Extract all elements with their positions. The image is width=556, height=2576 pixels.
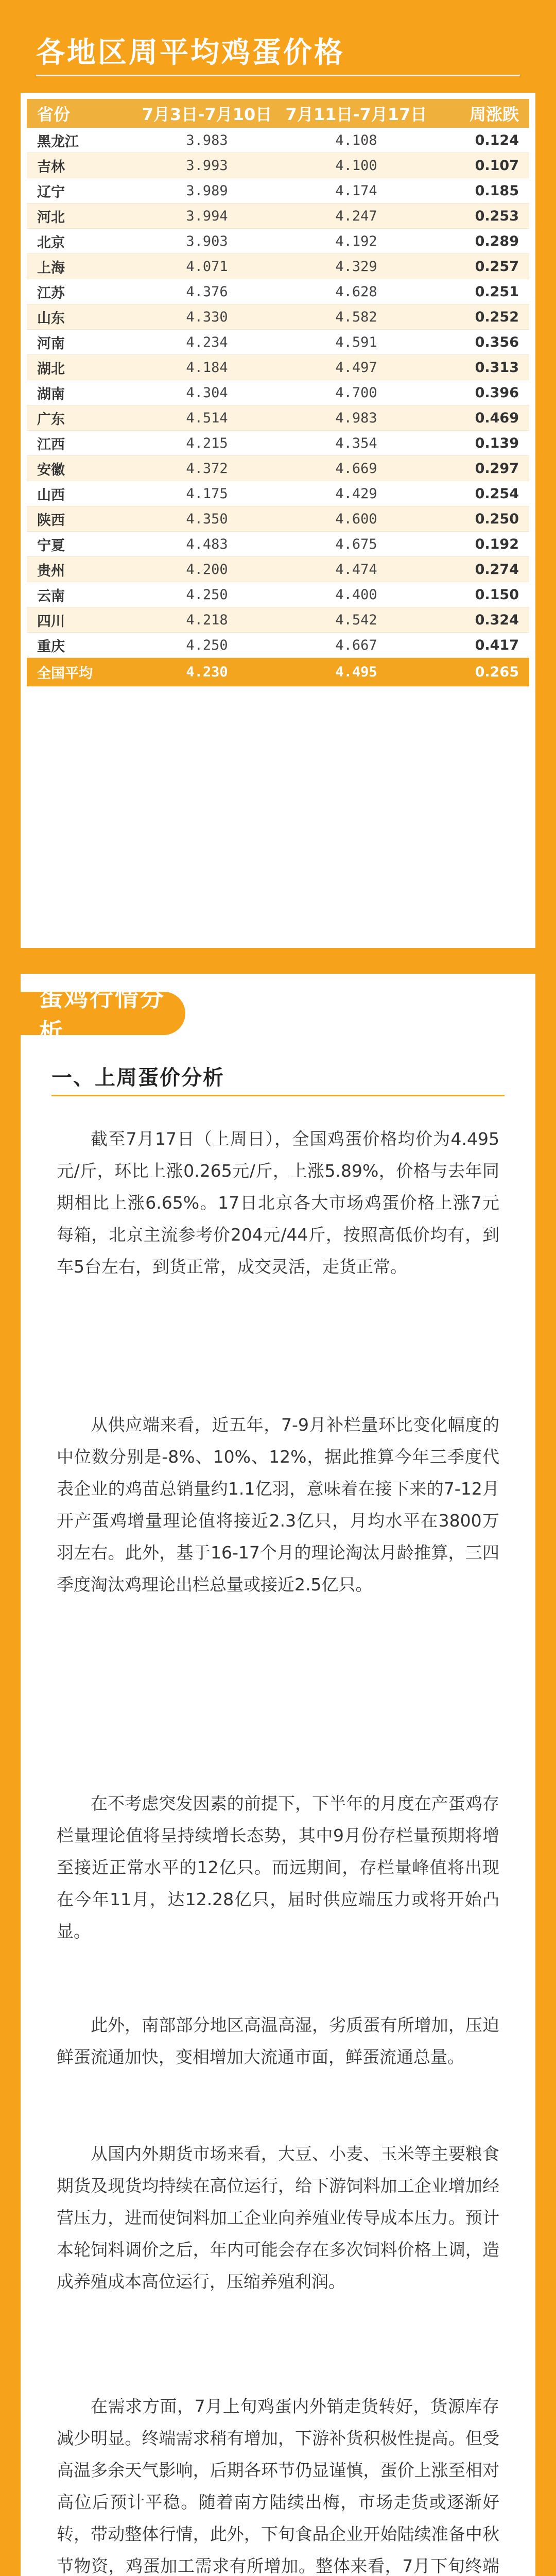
row-change: 0.313 [475, 359, 519, 376]
row-prev: 3.993 [186, 157, 228, 174]
header-curr-week: 7月11日-7月17日 [285, 105, 427, 124]
table-row [27, 178, 529, 204]
table-header [27, 99, 529, 128]
table-row [27, 304, 529, 330]
table-row-total [27, 658, 529, 687]
paragraph: 从国内外期货市场来看，大豆、小麦、玉米等主要粮食期货及现货均持续在高位运行，给下游饲料加工企业增加经营压力，进而使饲料加工企业向养殖业传导成本压力。预计本轮饲料调价之后，年内可能会存在多次饲料价格上调，造成养殖成本高位运行，压缩养殖利润。 [57, 2144, 499, 2292]
row-region: 陕西 [37, 512, 65, 529]
row-prev: 3.994 [186, 208, 228, 224]
row-change: 0.324 [475, 612, 519, 628]
price-table [21, 93, 535, 948]
row-prev: 3.983 [186, 132, 228, 148]
row-curr: 4.542 [335, 612, 377, 628]
subheading-divider [51, 1095, 505, 1096]
row-region: 河南 [37, 335, 65, 352]
row-region: 湖北 [37, 361, 65, 377]
row-change: 0.274 [475, 561, 519, 578]
row-prev: 3.903 [186, 233, 228, 249]
row-change: 0.289 [475, 233, 519, 249]
row-prev: 4.234 [186, 334, 228, 350]
table-row [27, 153, 529, 178]
row-prev: 4.218 [186, 612, 228, 628]
row-curr: 4.400 [335, 586, 377, 603]
row-region: 宁夏 [37, 537, 65, 554]
row-region: 河北 [37, 209, 65, 226]
header-prev-week: 7月3日-7月10日 [142, 105, 272, 124]
row-prev: 4.215 [186, 435, 228, 451]
row-region: 江苏 [37, 285, 65, 301]
table-row [27, 431, 529, 456]
row-region: 江西 [37, 436, 65, 453]
row-change: 0.417 [475, 637, 519, 653]
row-prev: 4.376 [186, 283, 228, 300]
row-prev: 4.304 [186, 384, 228, 401]
section-banner: 蛋鸡行情分析 [21, 992, 185, 1035]
table-row [27, 481, 529, 506]
row-change: 0.139 [475, 435, 519, 451]
row-region: 广东 [37, 411, 65, 428]
total-region: 全国平均 [37, 666, 93, 682]
row-curr: 4.192 [335, 233, 377, 249]
row-curr: 4.108 [335, 132, 377, 148]
row-region: 上海 [37, 260, 65, 276]
row-change: 0.257 [475, 258, 519, 275]
row-change: 0.124 [475, 132, 519, 148]
table-row [27, 633, 529, 658]
table-row [27, 380, 529, 405]
row-region: 山西 [37, 487, 65, 503]
row-curr: 4.100 [335, 157, 377, 174]
row-region: 云南 [37, 588, 65, 604]
row-prev: 3.989 [186, 182, 228, 199]
row-curr: 4.983 [335, 410, 377, 426]
row-change: 0.185 [475, 182, 519, 199]
table-row [27, 456, 529, 481]
row-prev: 4.514 [186, 410, 228, 426]
row-region: 安徽 [37, 462, 65, 478]
total-change: 0.265 [475, 664, 519, 680]
row-curr: 4.667 [335, 637, 377, 653]
paragraph: 从供应端来看，近五年，7-9月补栏量环比变化幅度的中位数分别是-8%、10%、12%，据此推算今年三季度代表企业的鸡苗总销量约1.1亿羽，意味着在接下来的7-12月开产蛋鸡增量理论值将接近2.3亿只，月均水平在3800万羽左右。此外，基于16-17个月的理论淘汰月龄推算，三四季度淘汰鸡理论出栏总量或接近2.5亿只。 [57, 1415, 499, 1595]
row-prev: 4.175 [186, 485, 228, 502]
row-prev: 4.184 [186, 359, 228, 376]
table-row [27, 557, 529, 582]
row-curr: 4.591 [335, 334, 377, 350]
row-region: 辽宁 [37, 184, 65, 200]
row-prev: 4.483 [186, 536, 228, 552]
row-region: 贵州 [37, 563, 65, 579]
row-prev: 4.250 [186, 586, 228, 603]
table-row [27, 582, 529, 607]
table-row [27, 279, 529, 304]
table-row [27, 506, 529, 532]
paragraph: 截至7月17日（上周日），全国鸡蛋价格均价为4.495元/斤，环比上涨0.265元/斤，上涨5.89%，价格与去年同期相比上涨6.65%。17日北京各大市场鸡蛋价格上涨7元每箱，北京主流参考价204元/44斤，按照高低价均有，到车5台左右，到货正常，成交灵活，走货正常。 [57, 1129, 499, 1277]
row-change: 0.150 [475, 586, 519, 603]
row-curr: 4.700 [335, 384, 377, 401]
row-change: 0.107 [475, 157, 519, 174]
table-row [27, 229, 529, 254]
row-region: 山东 [37, 310, 65, 327]
row-prev: 4.350 [186, 511, 228, 527]
row-change: 0.253 [475, 208, 519, 224]
row-curr: 4.474 [335, 561, 377, 578]
table-body [27, 128, 529, 658]
total-prev: 4.230 [186, 664, 228, 680]
title-divider [36, 75, 520, 76]
paragraph: 在不考虑突发因素的前提下，下半年的月度在产蛋鸡存栏量理论值将呈持续增长态势，其中9月份存栏量预期将增至接近正常水平的12亿只。而远期间，存栏量峰值将出现在今年11月，达12.28亿只，届时供应端压力或将开始凸显。 [57, 1793, 499, 1941]
row-change: 0.469 [475, 410, 519, 426]
total-curr: 4.495 [335, 664, 377, 680]
row-prev: 4.200 [186, 561, 228, 578]
row-change: 0.297 [475, 460, 519, 477]
row-prev: 4.071 [186, 258, 228, 275]
row-region: 吉林 [37, 159, 65, 175]
row-change: 0.250 [475, 511, 519, 527]
subheading-price-analysis: 一、上周蛋价分析 [51, 1066, 224, 1090]
row-region: 黑龙江 [37, 133, 79, 150]
row-curr: 4.628 [335, 283, 377, 300]
table-row [27, 532, 529, 557]
row-change: 0.254 [475, 485, 519, 502]
row-region: 湖南 [37, 386, 65, 402]
row-curr: 4.174 [335, 182, 377, 199]
row-prev: 4.372 [186, 460, 228, 477]
row-change: 0.251 [475, 283, 519, 300]
table-row [27, 254, 529, 279]
row-region: 北京 [37, 234, 65, 251]
paragraph: 此外，南部部分地区高温高湿，劣质蛋有所增加，压迫鲜蛋流通加快，变相增加大流通市面，鲜蛋流通总量。 [57, 2015, 499, 2067]
row-change: 0.356 [475, 334, 519, 350]
row-change: 0.396 [475, 384, 519, 401]
row-change: 0.252 [475, 309, 519, 325]
price-title: 各地区周平均鸡蛋价格 [36, 36, 345, 70]
table-row [27, 330, 529, 355]
header-change: 周涨跌 [469, 105, 519, 124]
table-row [27, 355, 529, 380]
row-change: 0.192 [475, 536, 519, 552]
price-section [0, 0, 556, 963]
row-curr: 4.329 [335, 258, 377, 275]
header-region: 省份 [37, 105, 71, 124]
row-region: 四川 [37, 613, 65, 630]
table-row [27, 204, 529, 229]
row-curr: 4.497 [335, 359, 377, 376]
row-prev: 4.250 [186, 637, 228, 653]
row-region: 重庆 [37, 638, 65, 655]
row-curr: 4.247 [335, 208, 377, 224]
table-row [27, 405, 529, 431]
table-row [27, 607, 529, 633]
table-row [27, 128, 529, 153]
row-curr: 4.669 [335, 460, 377, 477]
paragraph: 在需求方面，7月上旬鸡蛋内外销走货转好，货源库存减少明显。终端需求稍有增加，下游补货积极性提高。但受高温多余天气影响，后期各环节仍显谨慎，蛋价上涨至相对高位后预计平稳。随着南方陆续出梅，市场走货或逐渐好转，带动整体行情，此外，下旬食品企业开始陆续准备中秋节物资，鸡蛋加工需求有所增加。整体来看，7月下旬终端 [57, 2396, 499, 2576]
row-curr: 4.600 [335, 511, 377, 527]
row-curr: 4.429 [335, 485, 377, 502]
row-curr: 4.582 [335, 309, 377, 325]
row-prev: 4.330 [186, 309, 228, 325]
row-curr: 4.354 [335, 435, 377, 451]
row-curr: 4.675 [335, 536, 377, 552]
